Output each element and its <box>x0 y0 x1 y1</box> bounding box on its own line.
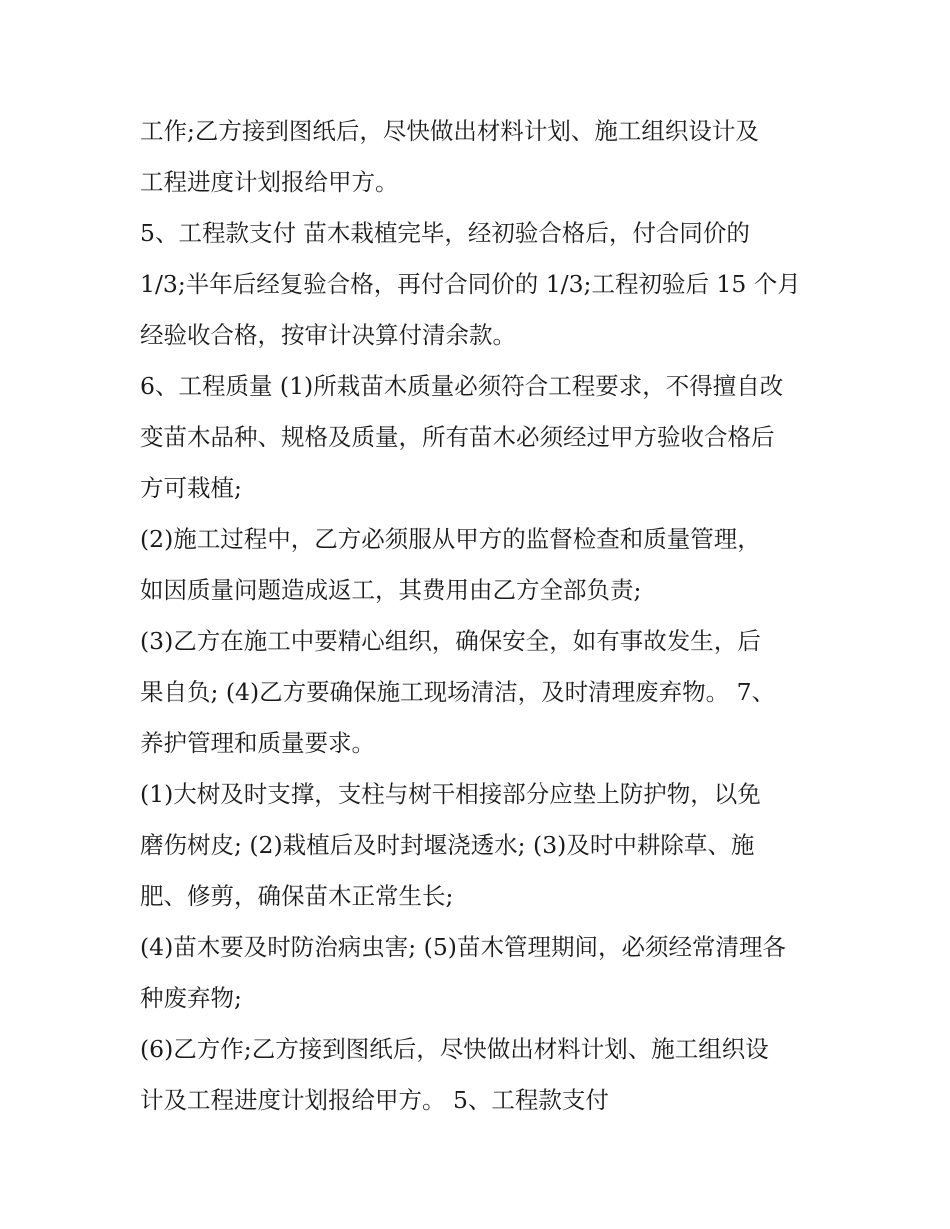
text-line: 6、工程质量 (1)所栽苗木质量必须符合工程要求，不得擅自改 <box>140 372 784 400</box>
document-body <box>140 106 820 1126</box>
text-line: 肥、修剪，确保苗木正常生长; <box>140 882 454 910</box>
text-line: 养护管理和质量要求。 <box>140 729 375 757</box>
text-line: 磨伤树皮; (2)栽植后及时封堰浇透水; (3)及时中耕除草、施 <box>140 831 755 859</box>
text-line: (4)苗木要及时防治病虫害; (5)苗木管理期间，必须经常清理各 <box>140 933 786 961</box>
text-line: 1/3;半年后经复验合格，再付合同价的 1/3;工程初验后 15 个月 <box>140 270 801 298</box>
text-line: (6)乙方作;乙方接到图纸后，尽快做出材料计划、施工组织设 <box>140 1035 769 1063</box>
text-line: 经验收合格，按审计决算付清余款。 <box>140 321 516 349</box>
text-line: 种废弃物; <box>140 984 242 1012</box>
text-line: 如因质量问题造成返工，其费用由乙方全部负责; <box>140 576 642 604</box>
text-line: (3)乙方在施工中要精心组织，确保安全，如有事故发生，后 <box>140 627 761 655</box>
text-line: 工程进度计划报给甲方。 <box>140 168 399 196</box>
text-line: 工作;乙方接到图纸后，尽快做出材料计划、施工组织设计及 <box>140 117 759 145</box>
text-line: 计及工程进度计划报给甲方。 5、工程款支付 <box>140 1086 609 1114</box>
text-line: (1)大树及时支撑，支柱与树干相接部分应垫上防护物，以免 <box>140 780 761 808</box>
text-line: 变苗木品种、规格及质量，所有苗木必须经过甲方验收合格后 <box>140 423 775 451</box>
text-line: (2)施工过程中，乙方必须服从甲方的监督检查和质量管理， <box>140 525 761 553</box>
text-line: 方可栽植; <box>140 474 242 502</box>
text-line: 5、工程款支付 苗木栽植完毕，经初验合格后，付合同价的 <box>140 219 750 247</box>
text-line: 果自负; (4)乙方要确保施工现场清洁，及时清理废弃物。 7、 <box>140 678 776 706</box>
